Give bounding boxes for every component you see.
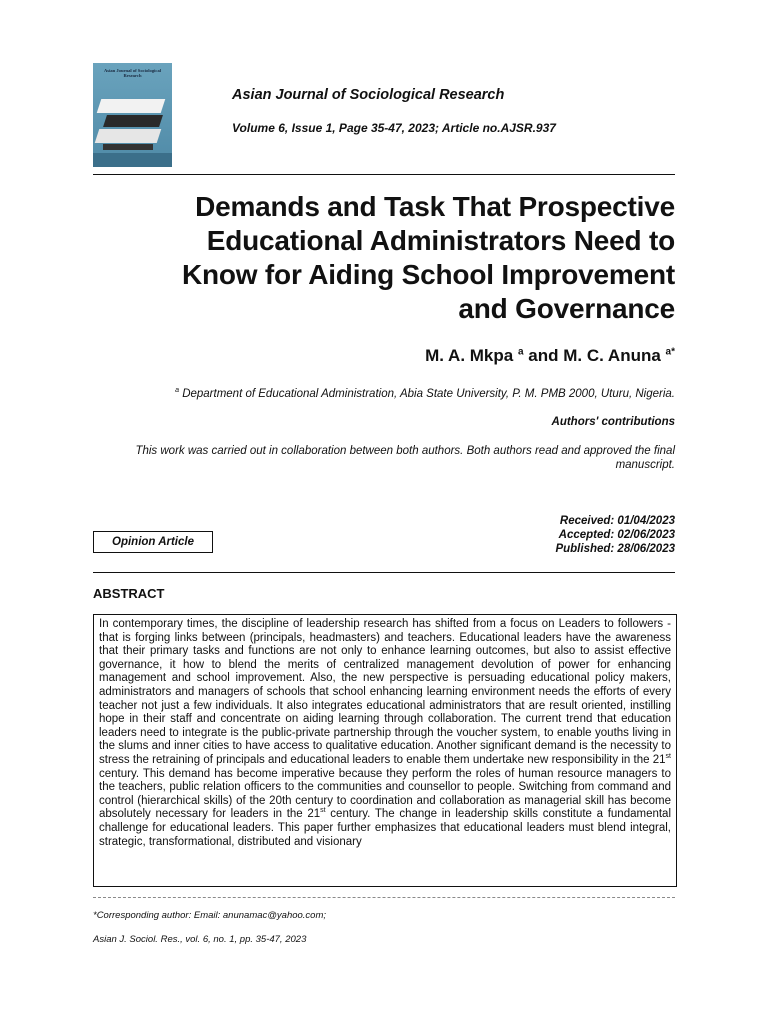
received-date: Received: 01/04/2023 [559, 515, 675, 527]
ordinal-superscript: st [665, 753, 671, 761]
abstract-text: century. The change in leadership skills constitute a fundamental challenge for educational leaders. This paper further emphasizes that educational leaders must blend integral, strategic, transformational, distributed and visionary [99, 808, 672, 848]
volume-info: Volume 6, Issue 1, Page 35-47, 2023; Article no.AJSR.937 [232, 121, 556, 135]
citation-line: Asian J. Sociol. Res., vol. 6, no. 1, pp. 35-47, 2023 [93, 934, 307, 945]
article-title [93, 190, 675, 326]
affiliation-text: Department of Educational Administration, Abia State University, P. M. PMB 2000, Uturu, Nigeria. [182, 387, 675, 400]
author-affiliation-mark: a [517, 346, 524, 358]
accepted-date: Accepted: 02/06/2023 [558, 529, 675, 541]
corresponding-author: *Corresponding author: Email: anunamac@yahoo.com; [93, 910, 327, 921]
title-line: and Governance [458, 293, 675, 324]
article-dates [93, 514, 675, 556]
section-rule [93, 572, 675, 573]
title-line: Demands and Task That Prospective [195, 191, 675, 222]
published-date: Published: 28/06/2023 [555, 543, 675, 555]
contributions-heading: Authors' contributions [551, 416, 675, 428]
abstract-text: In contemporary times, the discipline of leadership research has shifted from a focus on Leaders to followers - that is forging links between (principals, headmasters) and teachers. Educational leaders have the awareness that their primary tasks and functions are not only to enhance learning outcomes, but also to assist effective governance, it how to blend the merits of centralized management devolution of power for enhancing management and school improvement. Also, the new perspective is persuading educational policy makers, administrators and managers of schools that school enhancing learning environment needs the efforts of every teacher not just a few individuals. It also integrates educational administrators that are result oriented, instilling hope in their staff and concentrate on aiding learning through collaboration. The current trend that education leaders need to integrate is the public-private partnership through the voucher system, to enable youths living in the slums and inner cities to have access to qualitative education. Another significant demand is the necessity to stress the retraining of principals and educational leaders to enable them undertake new responsibility in the 21 [99, 618, 671, 766]
author-joiner: and [528, 346, 559, 365]
abstract-box [93, 614, 677, 887]
journal-cover-image [93, 63, 172, 167]
contributions-text: This work was carried out in collaboration between both authors. Both authors read and approved the final manuscript. [135, 445, 675, 471]
header-rule [93, 174, 675, 175]
journal-name: Asian Journal of Sociological Research [232, 87, 505, 103]
footnote-separator [93, 897, 675, 898]
article-type-badge: Opinion Article [93, 531, 213, 553]
title-line: Know for Aiding School Improvement [181, 259, 675, 290]
abstract-heading: ABSTRACT [93, 586, 165, 601]
affiliation [93, 387, 675, 400]
author-list [93, 346, 675, 366]
affiliation-mark: a [175, 387, 179, 394]
abstract-text: century. This demand has become imperative because they perform the roles of human resource managers to the teachers, public relation officers to the communities and counsellor to people. Switching from command and control (hierarchical skills) of the 20th century to coordination and collaboration as managerial skill has become absolutely necessary for leaders in the 21 [99, 767, 671, 821]
author-affiliation-mark: a* [665, 346, 675, 358]
author-name: M. A. Mkpa [425, 346, 514, 365]
ordinal-superscript: st [320, 807, 326, 815]
cover-journal-title: Asian Journal of Sociological Research [103, 68, 162, 79]
title-line: Educational Administrators Need to [206, 225, 675, 256]
author-name: M. C. Anuna [563, 346, 661, 365]
